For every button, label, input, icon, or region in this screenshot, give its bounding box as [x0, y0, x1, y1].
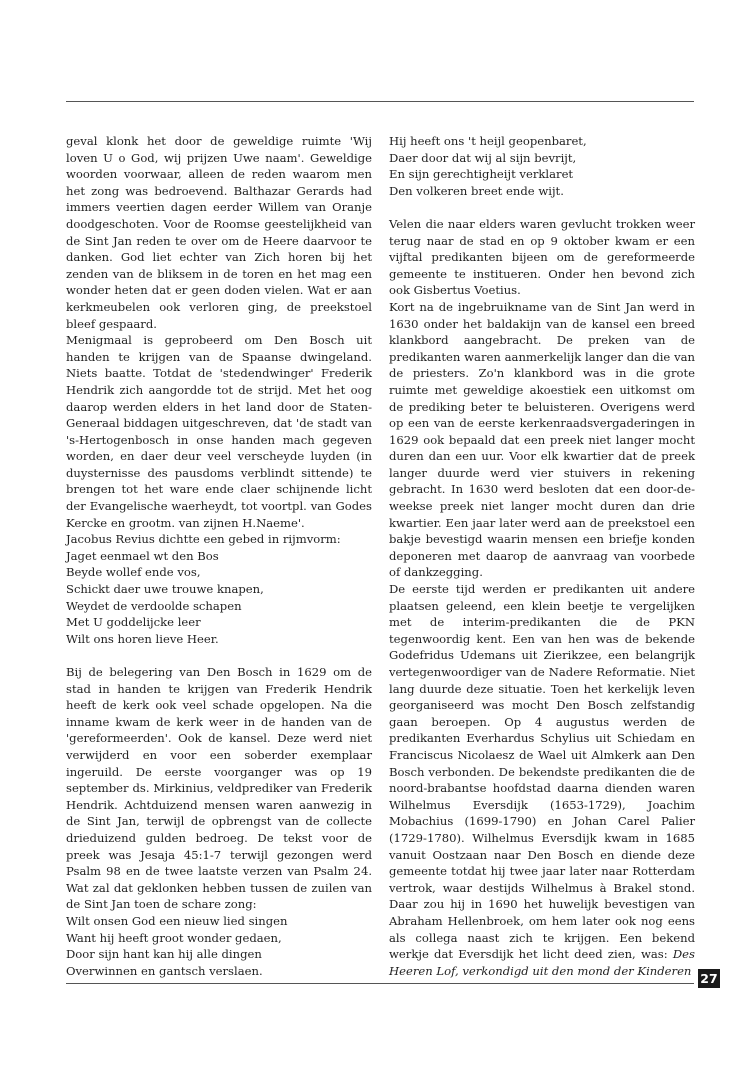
paragraph: Bij de belegering van Den Bosch in 1629 om de stad in handen te krijgen van Frederik Hendrik heeft de kerk ook veel schade opgelopen. Na die inname kwam de kerk weer in de handen van de 'gereformeerden'. Ook de kansel. Deze werd niet verwijderd en voor een soberder exemplaar ingeruild. De eerste voorganger was op 19 september ds. Mirkinius, veldprediker van Frederik Hendrik. Achtduizend mensen waren aanwezig in de Sint Jan, terwijl de opbrengst van de collecte drieduizend gulden bedroeg. De tekst voor de preek was Jesaja 45:1-7 terwijl gezongen werd Psalm 98 en de twee laatste verzen van Psalm 24. Wat zal dat geklonken hebben tussen de zuilen van de Sint Jan toen de schare zong:	[66, 665, 372, 912]
poem-line: Wilt onsen God een nieuw lied singen	[66, 913, 288, 928]
book-title: Des Heeren Lof, verkondigd uit den mond der Kinderen	[389, 947, 695, 978]
poem-line: Hij heeft ons 't heijl geopenbaret,	[389, 134, 587, 148]
poem-psalm-98	[66, 913, 372, 979]
right-column	[389, 133, 695, 979]
poem-line: Jaget eenmael wt den Bos	[66, 548, 219, 563]
poem-line: Wilt ons horen lieve Heer.	[66, 631, 219, 646]
top-rule	[66, 101, 694, 102]
poem-revius	[66, 548, 372, 648]
paragraph: Menigmaal is geprobeerd om Den Bosch uit handen te krijgen van de Spaanse dwingeland. Niets baatte. Totdat de 'stedendwinger' Frederik Hendrik zich aangordde tot de strijd. Met het oog daarop werden elders in het land door de Staten-Generaal biddagen uitgeschreven, dat 'de stadt van 's-Hertogenbosch in onse handen mach gegeven worden, en daer deur veel verscheyde luyden (in duysternisse des pausdoms verblindt sittende) te brengen tot het ware ende claer schijnende licht der Evangelische waerheydt, tot voortpl. van Godes Kercke en grootm. van zijnen H.Naeme'.	[66, 333, 372, 530]
poem-line: En sijn gerechtigheijt verklaret	[389, 167, 574, 182]
poem-line: Schickt daer uwe trouwe knapen,	[66, 582, 264, 597]
page-number: 27	[698, 969, 720, 988]
left-column	[66, 133, 372, 979]
poem-line: Weydet de verdoolde schapen	[66, 598, 242, 613]
paragraph: Jacobus Revius dichtte een gebed in rijmvorm:	[66, 532, 341, 547]
paragraph: geval klonk het door de geweldige ruimte 'Wij loven U o God, wij prijzen Uwe naam'. Geweldige woorden voorwaar, alleen de reden waarom men het zong was bedroevend. Balthazar Gerards had immers veertien dagen eerder Willem van Oranje doodgeschoten. Voor de Roomse geestelijkheid van de Sint Jan reden te over om de Heere daarvoor te danken. God liet echter van Zich horen bij het zenden van de bliksem in de toren en het mag een wonder heten dat er geen doden vielen. Wat er aan kerkmeubelen ook verloren ging, de preekstoel bleef gespaard.	[66, 134, 372, 331]
poem-line: Beyde wollef ende vos,	[66, 565, 201, 580]
poem-line: Want hij heeft groot wonder gedaen,	[66, 930, 282, 945]
poem-line: Overwinnen en gantsch verslaen.	[66, 963, 263, 978]
paragraph: Kort na de ingebruikname van de Sint Jan werd in 1630 onder het baldakijn van de kansel een breed klankbord aangebracht. De preken van de predikanten waren aanmerkelijk langer dan die van de priesters. Zo'n klankbord was in die grote ruimte met geweldige akoestiek een uitkomst om de prediking beter te beluisteren. Overigens werd op een van de eerste kerkenraadsvergaderingen in 1629 ook bepaald dat een preek niet langer mocht duren dan een uur. Voor elk kwartier dat de preek langer duurde werd vier stuivers in rekening gebracht. In 1630 werd besloten dat een door-de-weekse preek niet langer mocht duren dan drie kwartier. Een jaar later werd aan de preekstoel een bakje bevestigd waarin mensen een briefje konden deponeren met daarop de aanvraag van voorbede of dankzegging.	[389, 299, 695, 580]
poem-line: Met U goddelijcke leer	[66, 615, 201, 630]
poem-psalm-98-continued	[389, 133, 695, 199]
poem-line: Daer door dat wij al sijn bevrijt,	[389, 150, 577, 165]
poem-line: Door sijn hant kan hij alle dingen	[66, 947, 262, 962]
bottom-rule	[66, 983, 694, 984]
paragraph: Velen die naar elders waren gevlucht trokken weer terug naar de stad en op 9 oktober kwam er een vijftal predikanten bijeen om de gereformeerde gemeente te institueren. Onder hen bevond zich ook Gisbertus Voetius.	[389, 216, 695, 298]
poem-line: Den volkeren breet ende wijt.	[389, 183, 564, 198]
paragraph-text: De eerste tijd werden er predikanten uit andere plaatsen geleend, een klein beetje te vergelijken met de interim-predikanten die de PKN tegenwoordig kent. Een van hen was de bekende Godefridus Udemans uit Zierikzee, een belangrijk vertegenwoordiger van de Nadere Reformatie. Niet lang duurde deze situatie. Toen het kerkelijk leven georganiseerd was mocht Den Bosch zelfstandig gaan beroepen. Op 4 augustus werden de predikanten Everhardus Schylius uit Schiedam en Franciscus Nicolaesz de Wael uit Almkerk aan Den Bosch verbonden. De bekendste predikanten die de noord-brabantse hoofdstad daarna dienden waren Wilhelmus Eversdijk (1653-1729), Joachim Mobachius (1699-1790) en Johan Carel Palier (1729-1780). Wilhelmus Eversdijk kwam in 1685 vanuit Oostzaan naar Den Bosch en diende deze gemeente totdat hij twee jaar later naar Rotterdam vertrok, waar destijds Wilhelmus à Brakel stond. Daar zou hij in 1690 het huwelijk bevestigen van Abraham Hellenbroek, om hem later ook nog eens als collega naast zich te krijgen. Een bekend werkje dat Eversdijk het licht deed zien, was:	[389, 582, 695, 962]
paragraph	[389, 581, 695, 979]
